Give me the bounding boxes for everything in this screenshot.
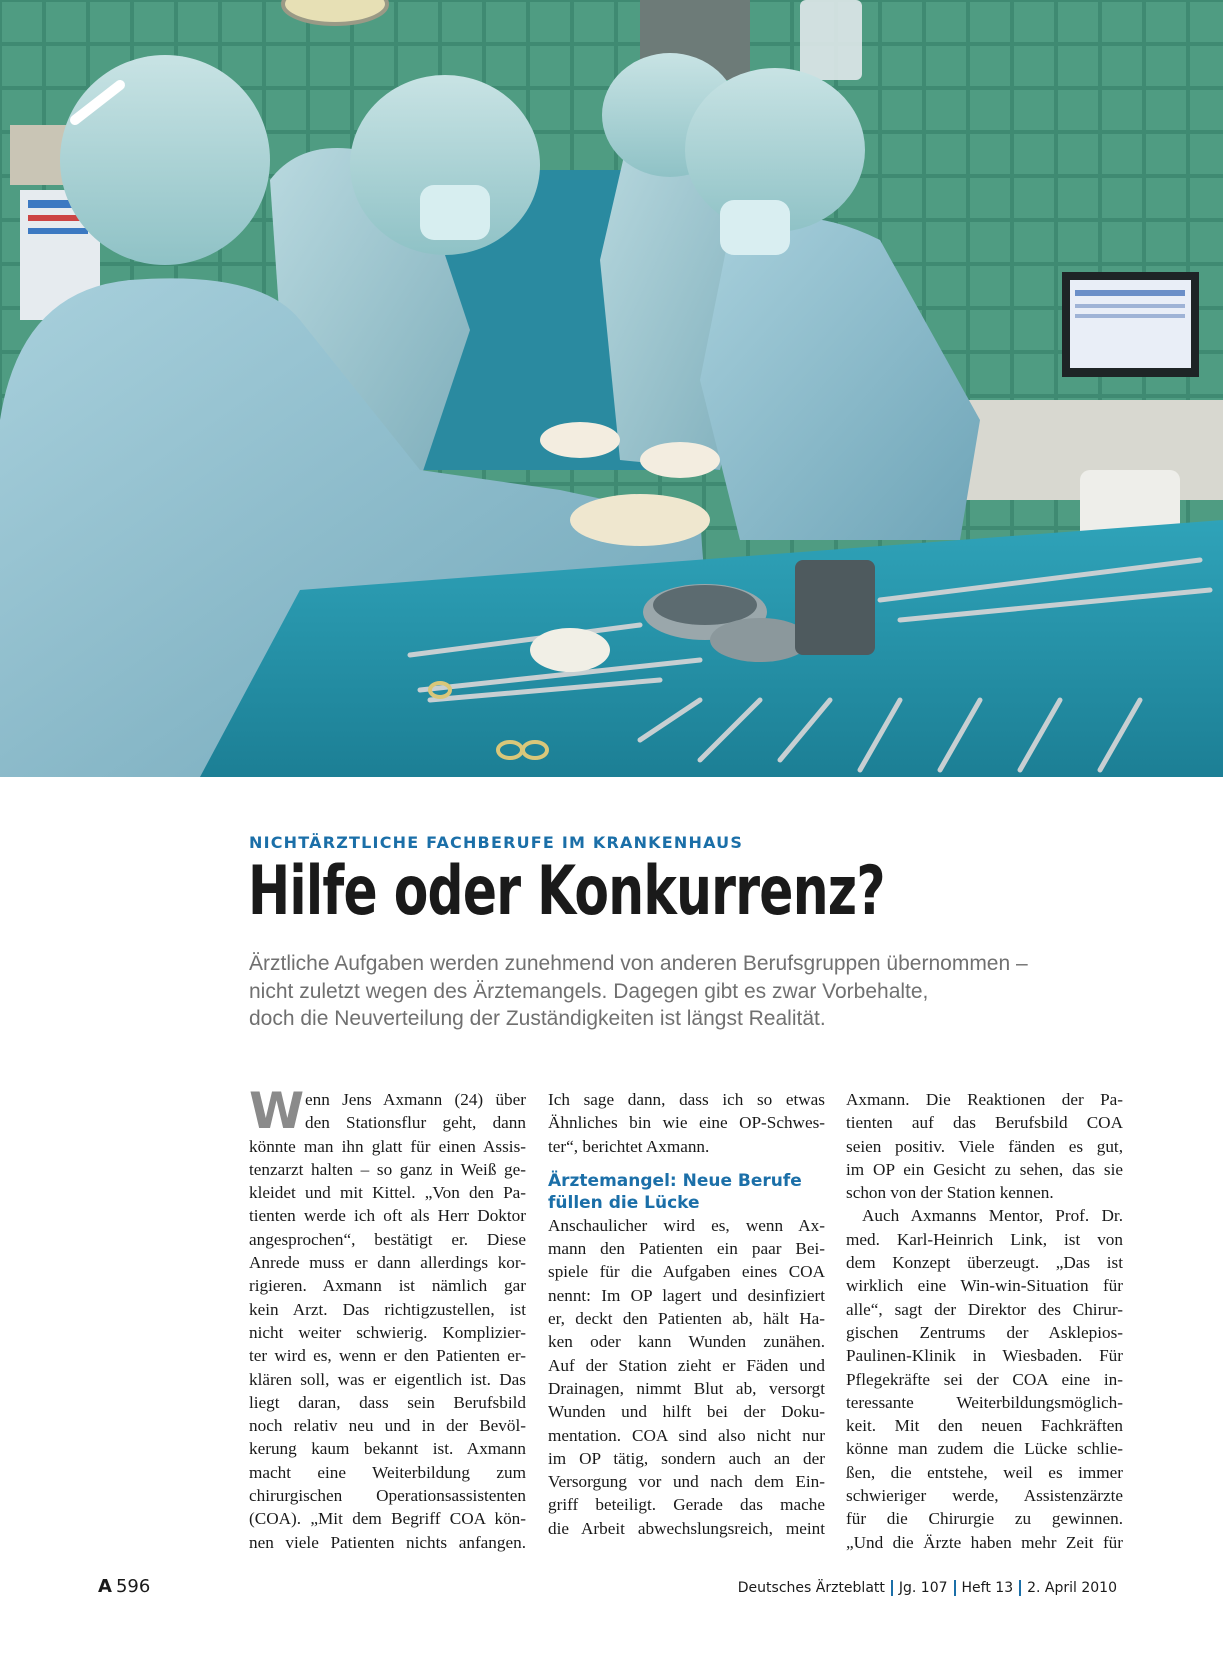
body-text-line: med. Karl-Heinrich Link, ist von bbox=[846, 1229, 1123, 1249]
lead-line: doch die Neuverteilung der Zuständigkeiten ist längst Realität. bbox=[249, 1007, 826, 1030]
text-column-2 bbox=[548, 1088, 825, 1540]
body-text-line: (COA). „Mit dem Begriff COA kön- bbox=[249, 1509, 526, 1529]
body-text-line: klären soll, was er eigentlich ist. Das bbox=[249, 1369, 526, 1389]
body-text-line: für die Chirurgie zu gewinnen. bbox=[846, 1509, 1123, 1529]
body-text-line: nen viele Patienten nichts anfangen. bbox=[249, 1532, 526, 1552]
body-text-line: schwieriger werde, Assistenzärzte bbox=[846, 1486, 1123, 1506]
body-text-line: keit. Mit den neuen Fachkräften bbox=[846, 1416, 1123, 1436]
publication-info bbox=[738, 1580, 1117, 1596]
dropcap: W bbox=[249, 1082, 305, 1140]
body-text-line: Anschaulicher wird es, wenn Ax- bbox=[548, 1215, 825, 1235]
divider bbox=[891, 1580, 893, 1596]
journal-name: Deutsches Ärzteblatt bbox=[737, 1580, 885, 1596]
hero-photo bbox=[0, 0, 1223, 777]
article-lead bbox=[249, 950, 1149, 1033]
page-prefix: A bbox=[98, 1576, 112, 1597]
lead-line: Ärztliche Aufgaben werden zunehmend von anderen Berufsgruppen übernommen – bbox=[249, 952, 1028, 975]
page-number bbox=[98, 1576, 150, 1597]
body-text-line: gischen Zentrums der Asklepios- bbox=[846, 1322, 1123, 1342]
body-text-line: Wunden und hilft bei der Doku- bbox=[548, 1402, 825, 1422]
body-text-line: die Arbeit abwechslungsreich, meint bbox=[548, 1518, 825, 1538]
body-text-line: Pflegekräfte sei der COA eine in- bbox=[846, 1369, 1123, 1389]
body-text-line: ken oder kann Wunden zunähen. bbox=[548, 1332, 825, 1352]
body-text-line: angesprochen“, bestätigt er. Diese bbox=[249, 1229, 526, 1249]
body-text-line: könne man zudem die Lücke schlie- bbox=[846, 1439, 1123, 1459]
body-text-line: dem Konzept überzeugt. „Das ist bbox=[846, 1253, 1123, 1273]
body-text-line: im OP ein Gesicht zu sehen, das sie bbox=[846, 1159, 1123, 1179]
section-subheading bbox=[548, 1170, 825, 1214]
body-text-line: mentation. COA sind also nicht nur bbox=[548, 1425, 825, 1445]
body-text-line: noch relativ neu und in der Bevöl- bbox=[249, 1416, 526, 1436]
body-text-line: chirurgischen Operationsassistenten bbox=[249, 1486, 526, 1506]
body-text-line: liegt daran, dass sein Berufsbild bbox=[249, 1392, 526, 1412]
subheading-line: Ärztemangel: Neue Berufe bbox=[548, 1170, 802, 1191]
body-text-line: schon von der Station kennen. bbox=[846, 1183, 1054, 1203]
body-text-line: er, deckt den Patienten ab, hält Ha- bbox=[548, 1309, 825, 1329]
body-text-line: enn Jens Axmann (24) über bbox=[305, 1090, 526, 1109]
body-text-line: nennt: Im OP lagert und desinfiziert bbox=[548, 1285, 825, 1305]
body-text-line: Anrede muss er dann allerdings kor- bbox=[249, 1253, 526, 1273]
body-text-line: wirklich eine Win-win-Situation für bbox=[846, 1276, 1123, 1296]
body-text-line: tienten werde ich oft als Herr Doktor bbox=[249, 1206, 526, 1226]
body-text-line: tienten auf das Berufsbild COA bbox=[846, 1113, 1123, 1133]
body-text-line: Paulinen-Klinik in Wiesbaden. Für bbox=[846, 1346, 1123, 1366]
body-text-line: kleidet und mit Kittel. „Von den Pa- bbox=[249, 1183, 526, 1203]
body-text-line: Ich sage dann, dass ich so etwas bbox=[548, 1090, 825, 1109]
body-text-line: kerung kaum bekannt ist. Axmann bbox=[249, 1439, 526, 1459]
body-text-line: „Und die Ärzte haben mehr Zeit für bbox=[846, 1532, 1123, 1552]
body-text-line: Auf der Station zieht er Fäden und bbox=[548, 1355, 825, 1375]
body-text-line: teressante Weiterbildungsmöglich- bbox=[846, 1392, 1123, 1412]
section-kicker: NICHTÄRZTLICHE FACHBERUFE IM KRANKENHAUS bbox=[249, 833, 744, 852]
subheading-line: füllen die Lücke bbox=[548, 1192, 700, 1213]
divider bbox=[1019, 1580, 1021, 1596]
body-text-line: den Stationsflur geht, dann bbox=[305, 1113, 526, 1133]
lead-line: nicht zuletzt wegen des Ärztemangels. Dagegen gibt es zwar Vorbehalte, bbox=[249, 979, 929, 1003]
body-text-line: alle“, sagt der Direktor des Chirur- bbox=[846, 1299, 1123, 1319]
body-text-line: Ähnliches bin wie eine OP-Schwes- bbox=[548, 1113, 825, 1133]
article-headline: Hilfe oder Konkurrenz? bbox=[248, 852, 885, 931]
body-text-line: kein Arzt. Das richtigzustellen, ist bbox=[249, 1299, 526, 1319]
body-text-line: ter“, berichtet Axmann. bbox=[548, 1136, 710, 1156]
issue-date: 2. April 2010 bbox=[1027, 1580, 1117, 1596]
text-column-1 bbox=[249, 1082, 526, 1554]
body-text-line: Auch Axmanns Mentor, Prof. Dr. bbox=[862, 1206, 1123, 1226]
body-text-line: mann den Patienten ein paar Bei- bbox=[548, 1239, 825, 1259]
body-text-line: könnte man ihn glatt für einen Assis- bbox=[249, 1136, 526, 1156]
body-text-line: tenzarzt halten – so ganz in Weiß ge- bbox=[249, 1159, 526, 1179]
body-text-line: macht eine Weiterbildung zum bbox=[249, 1462, 526, 1482]
page-number-value: 596 bbox=[115, 1576, 151, 1597]
journal-issue: Heft 13 bbox=[961, 1580, 1014, 1596]
text-column-3 bbox=[846, 1088, 1123, 1554]
journal-volume: Jg. 107 bbox=[898, 1580, 948, 1596]
body-text-line: seien positiv. Viele fänden es gut, bbox=[846, 1136, 1123, 1156]
body-text-line: im OP tätig, sondern auch an der bbox=[548, 1448, 825, 1468]
body-text-line: ter wird es, wenn er den Patienten er- bbox=[249, 1346, 526, 1366]
divider bbox=[954, 1580, 956, 1596]
body-text-line: nicht weiter schwierig. Komplizier- bbox=[249, 1322, 526, 1342]
body-text-line: Axmann. Die Reaktionen der Pa- bbox=[846, 1090, 1123, 1109]
body-text-line: spiele für die Aufgaben eines COA bbox=[548, 1262, 825, 1282]
body-text-line: ßen, die entstehe, weil es immer bbox=[846, 1462, 1123, 1482]
body-text-line: Drainagen, nimmt Blut ab, versorgt bbox=[548, 1378, 825, 1398]
body-text-line: griff beteiligt. Gerade das mache bbox=[548, 1495, 825, 1515]
body-text-line: rigieren. Axmann ist nämlich gar bbox=[249, 1276, 526, 1296]
body-text-line: Versorgung vor und nach dem Ein- bbox=[548, 1472, 825, 1492]
